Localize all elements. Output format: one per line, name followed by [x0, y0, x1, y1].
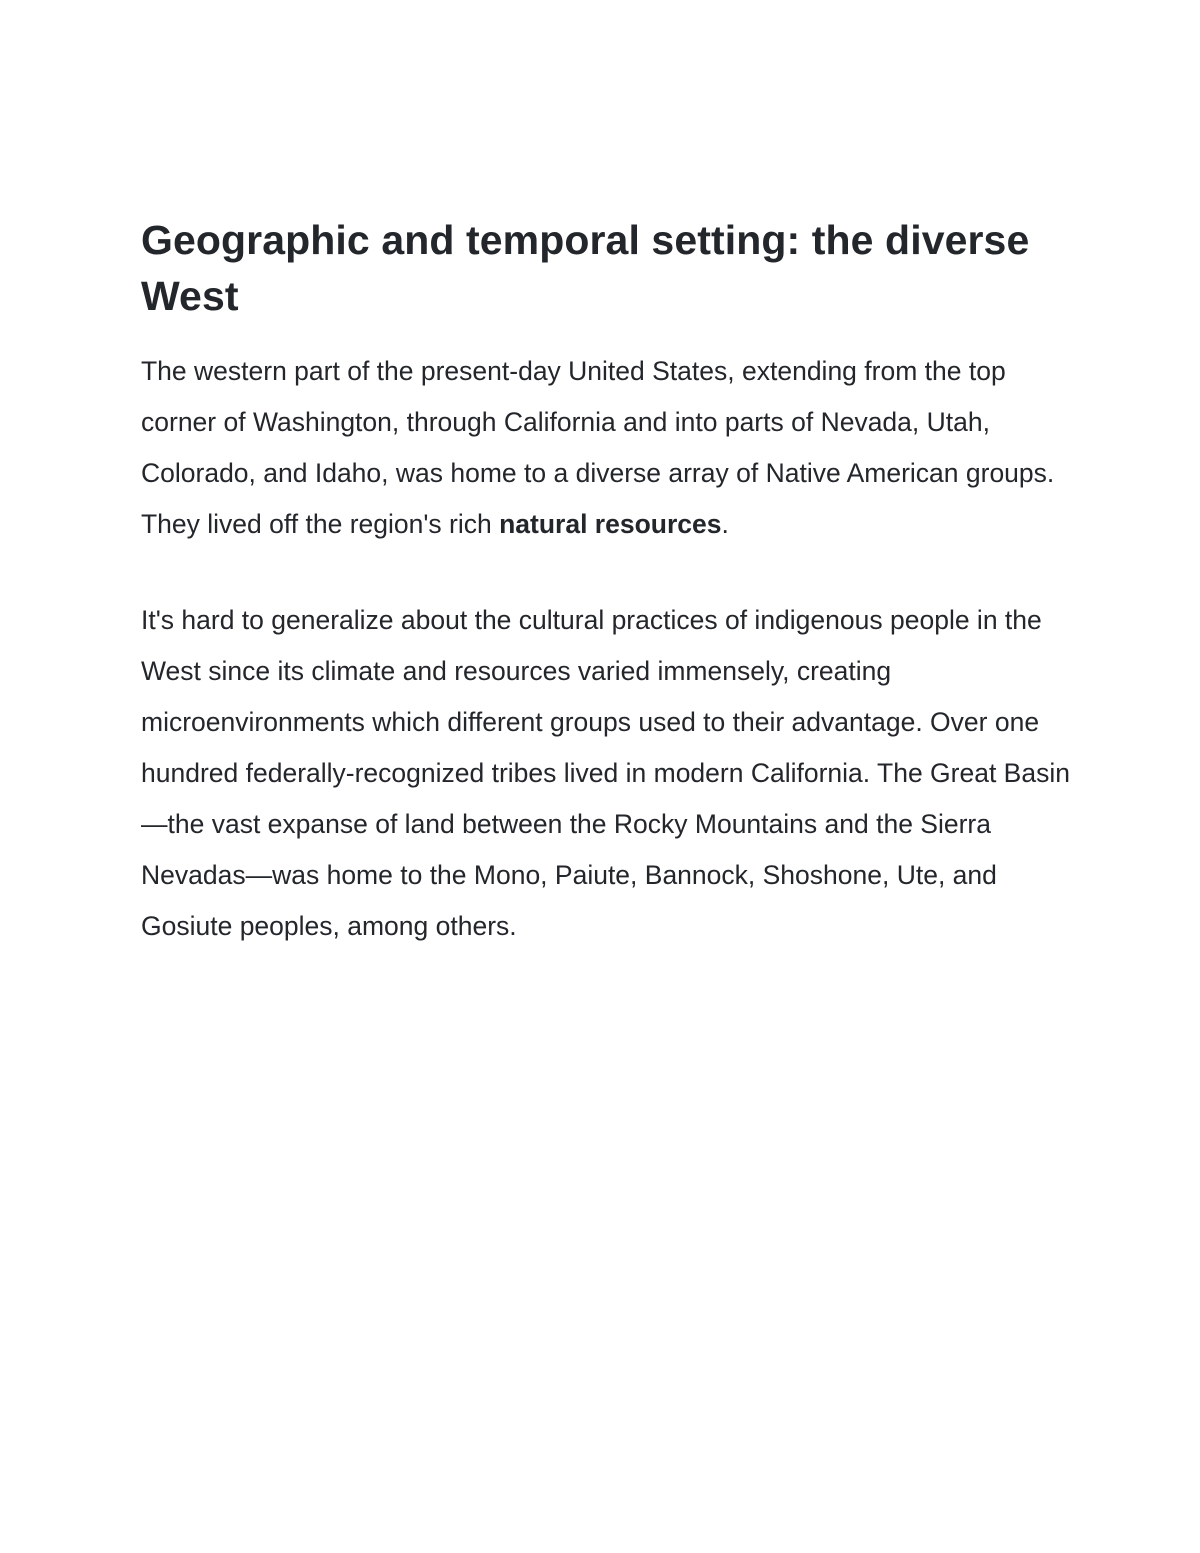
document-heading: Geographic and temporal setting: the diverse West	[141, 217, 1030, 319]
bold-term-natural-resources: natural resources	[499, 509, 722, 539]
paragraph-cultural-practices: It's hard to generalize about the cultural practices of indigenous people in the West since its climate and resources varied immensely, creating microenvironments which different groups used to their advantage. Over one hundred federally-recognized tribes lived in modern California. The Great Basin—the vast expanse of land between the Rocky Mountains and the Sierra Nevadas—was home to the Mono, Paiute, Bannock, Shoshone, Ute, and Gosiute peoples, among others.	[141, 605, 1070, 941]
document-page	[141, 212, 1071, 952]
paragraph-1-end: .	[721, 509, 729, 539]
paragraph-native-groups	[141, 346, 1071, 550]
paragraph-1-text: The western part of the present-day United States, extending from the top corner of Washington, through California and into parts of Nevada, Utah, Colorado, and Idaho, was home to a diverse array of Native American groups. They lived off the region's rich	[141, 356, 1055, 539]
